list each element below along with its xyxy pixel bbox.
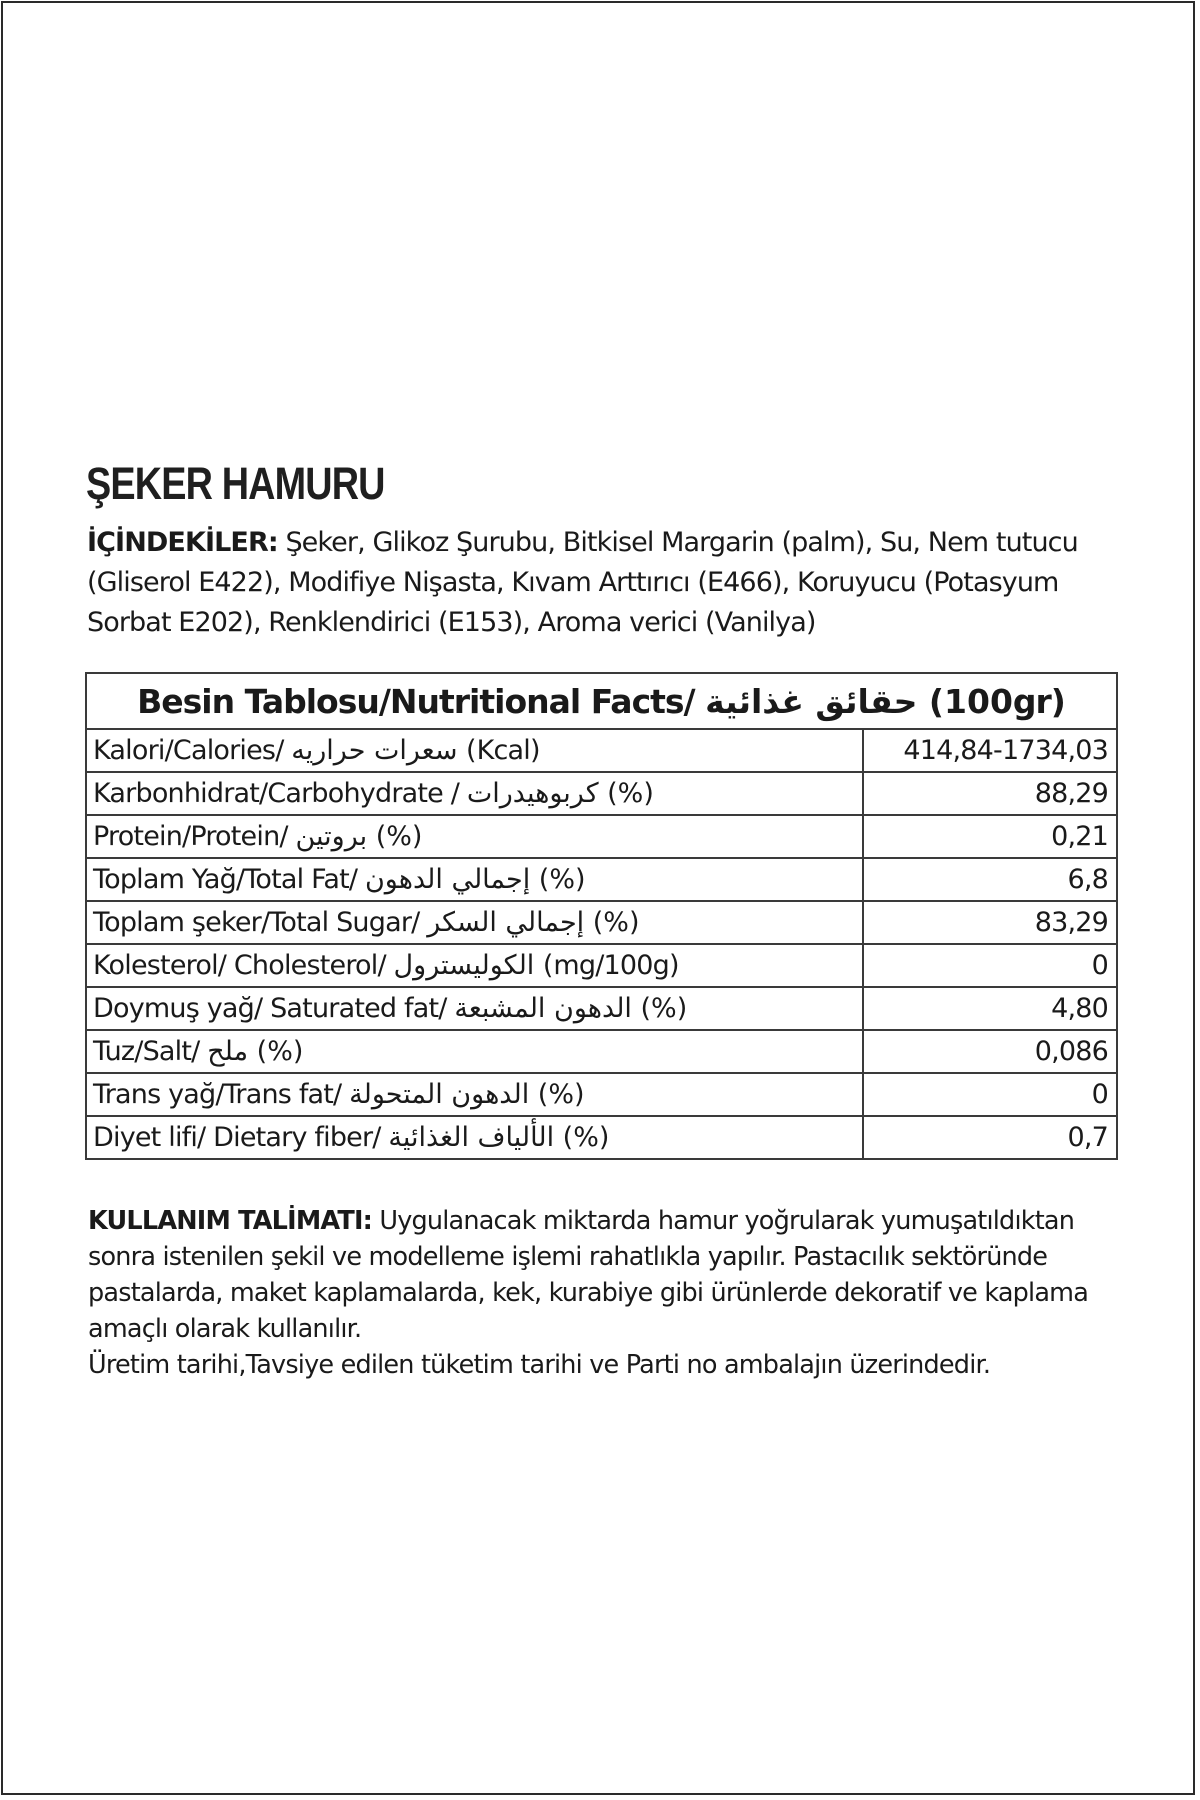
nutrient-label: Tuz/Salt/ ملح (%)	[86, 1030, 863, 1073]
nutrient-value: 6,8	[863, 858, 1117, 901]
usage-label: KULLANIM TALİMATI:	[88, 1206, 373, 1236]
table-row	[86, 772, 1117, 815]
nutrient-value: 0,21	[863, 815, 1117, 858]
nutrient-label: Protein/Protein/ بروتين (%)	[86, 815, 863, 858]
nutrient-label: Kalori/Calories/ سعرات حراريه (Kcal)	[86, 729, 863, 772]
usage-text: Uygulanacak miktarda hamur yoğrularak yumuşatıldıktan sonra istenilen şekil ve modelleme işlemi rahatlıkla yapılır. Pastacılık sektöründe pastalarda, maket kaplamalarda, kek, kurabiye gibi ürünlerde dekoratif ve kaplama amaçlı olarak kullanılır.	[88, 1206, 1089, 1344]
nutrient-value: 0	[863, 1073, 1117, 1116]
usage-instructions	[88, 1203, 1128, 1383]
table-row	[86, 1116, 1117, 1159]
table-row	[86, 901, 1117, 944]
nutrient-value: 0	[863, 944, 1117, 987]
production-note: Üretim tarihi,Tavsiye edilen tüketim tarihi ve Parti no ambalajın üzerindedir.	[88, 1350, 991, 1380]
table-row	[86, 815, 1117, 858]
nutrient-label: Toplam Yağ/Total Fat/ إجمالي الدهون (%)	[86, 858, 863, 901]
ingredients-block	[87, 523, 1117, 643]
table-row	[86, 729, 1117, 772]
nutrition-table	[85, 672, 1118, 1160]
nutrient-value: 0,086	[863, 1030, 1117, 1073]
nutrient-value: 88,29	[863, 772, 1117, 815]
nutrient-label: Kolesterol/ Cholesterol/ الكوليسترول (mg/100g)	[86, 944, 863, 987]
nutrition-header: Besin Tablosu/Nutritional Facts/ حقائق غذائية (100gr)	[86, 673, 1117, 729]
nutrient-label: Diyet lifi/ Dietary fiber/ الألياف الغذائية (%)	[86, 1116, 863, 1159]
nutrient-value: 83,29	[863, 901, 1117, 944]
nutrient-value: 414,84-1734,03	[863, 729, 1117, 772]
nutrient-label: Karbonhidrat/Carbohydrate / كربوهيدرات (%)	[86, 772, 863, 815]
product-title: ŞEKER HAMURU	[86, 458, 385, 509]
ingredients-label: İÇİNDEKİLER:	[87, 527, 278, 558]
nutrition-header-row	[86, 673, 1117, 729]
ingredients-text: Şeker, Glikoz Şurubu, Bitkisel Margarin (palm), Su, Nem tutucu (Gliserol E422), Modifiye Nişasta, Kıvam Arttırıcı (E466), Koruyucu (Potasyum Sorbat E202), Renklendirici (E153), Aroma verici (Vanilya)	[87, 527, 1078, 638]
nutrient-label: Doymuş yağ/ Saturated fat/ الدهون المشبعة (%)	[86, 987, 863, 1030]
nutrient-label: Toplam şeker/Total Sugar/ إجمالي السكر (%)	[86, 901, 863, 944]
usage-paragraph	[88, 1203, 1128, 1347]
table-row	[86, 1030, 1117, 1073]
nutrient-value: 0,7	[863, 1116, 1117, 1159]
table-row	[86, 858, 1117, 901]
nutrient-label: Trans yağ/Trans fat/ الدهون المتحولة (%)	[86, 1073, 863, 1116]
table-row	[86, 944, 1117, 987]
table-row	[86, 987, 1117, 1030]
nutrient-value: 4,80	[863, 987, 1117, 1030]
table-row	[86, 1073, 1117, 1116]
